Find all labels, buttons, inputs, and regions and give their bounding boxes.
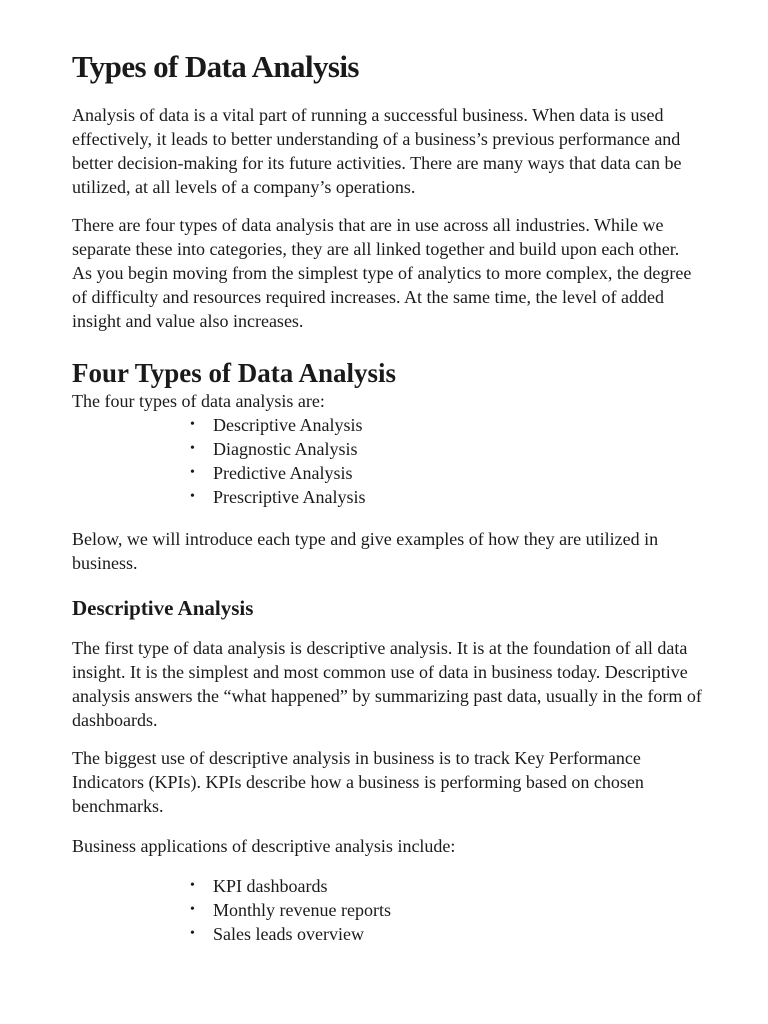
intro-paragraph-2: There are four types of data analysis that are in use across all industries. While we separate these into categories, they are all linked together and build upon each other. As you begin moving from the simplest type of analytics to more complex, the degree of difficulty and resources required increases. At the same time, the level of added insight and value also increases. — [72, 215, 692, 331]
four-types-list — [72, 413, 702, 509]
descriptive-paragraph-3: Business applications of descriptive analysis include: — [72, 836, 456, 856]
section-heading-four-types: Four Types of Data Analysis — [72, 358, 397, 388]
four-types-lead: The four types of data analysis are: — [72, 391, 325, 411]
list-item — [190, 898, 702, 922]
bullet-icon: • — [190, 878, 195, 893]
bullet-icon: • — [190, 441, 195, 456]
list-item-text: Predictive Analysis — [213, 463, 353, 483]
bullet-icon: • — [190, 902, 195, 917]
list-item — [190, 437, 702, 461]
list-item-text: Sales leads overview — [213, 924, 364, 944]
list-item-text: Monthly revenue reports — [213, 900, 391, 920]
list-item-text: KPI dashboards — [213, 876, 328, 896]
list-item-text: Descriptive Analysis — [213, 415, 363, 435]
four-types-after: Below, we will introduce each type and give examples of how they are utilized in business. — [72, 529, 659, 573]
descriptive-paragraph-2: The biggest use of descriptive analysis in business is to track Key Performance Indicators (KPIs). KPIs describe how a business is performing based on chosen benchmarks. — [72, 748, 644, 816]
descriptive-paragraph-1: The first type of data analysis is descriptive analysis. It is at the foundation of all data insight. It is the simplest and most common use of data in business today. Descriptive analysis answers the “what happened” by summarizing past data, usually in the form of dashboards. — [72, 638, 702, 730]
list-item — [190, 485, 702, 509]
intro-paragraph-1: Analysis of data is a vital part of running a successful business. When data is used effectively, it leads to better understanding of a business’s previous performance and better decision-making for its future activities. There are many ways that data can be utilized, at all levels of a company’s operations. — [72, 105, 682, 197]
bullet-icon: • — [190, 417, 195, 432]
section-heading-descriptive: Descriptive Analysis — [72, 596, 254, 620]
page-title: Types of Data Analysis — [72, 49, 359, 84]
bullet-icon: • — [190, 489, 195, 504]
document-page — [72, 48, 702, 964]
list-item — [190, 461, 702, 485]
bullet-icon: • — [190, 926, 195, 941]
bullet-icon: • — [190, 465, 195, 480]
list-item-text: Diagnostic Analysis — [213, 439, 358, 459]
list-item — [190, 413, 702, 437]
descriptive-applications-list — [72, 874, 702, 946]
list-item — [190, 874, 702, 898]
list-item — [190, 922, 702, 946]
list-item-text: Prescriptive Analysis — [213, 487, 366, 507]
